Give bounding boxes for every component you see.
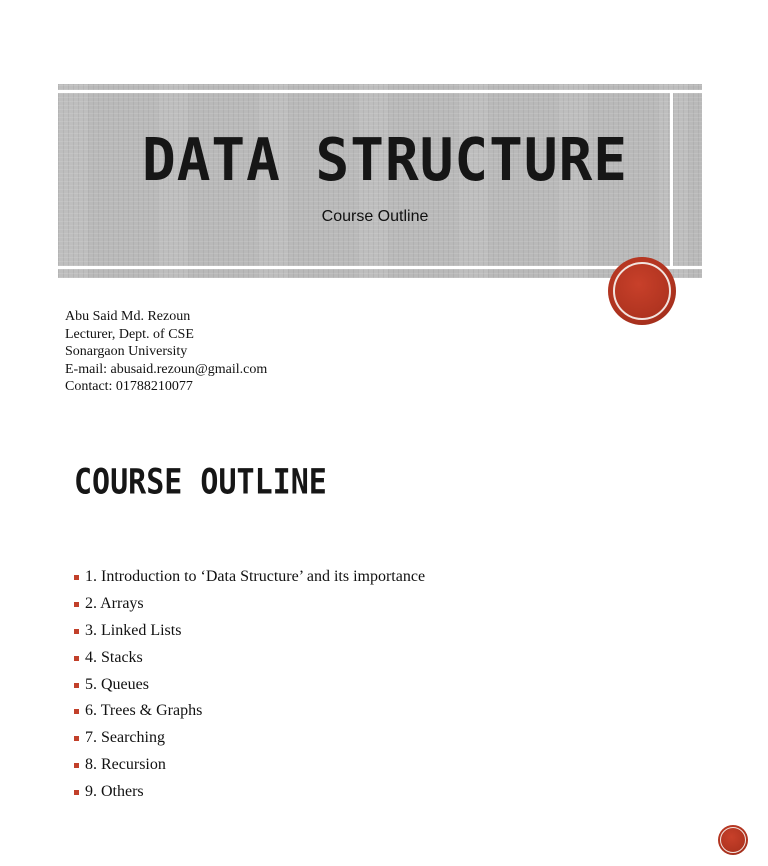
list-item: 1. Introduction to ‘Data Structure’ and its importance xyxy=(74,564,425,591)
banner-bottom-rule xyxy=(58,266,702,269)
author-position: Lecturer, Dept. of CSE xyxy=(65,326,194,342)
square-bullet-icon xyxy=(74,736,79,741)
outline-heading: COURSE OUTLINE xyxy=(74,462,327,503)
author-university: Sonargaon University xyxy=(65,344,188,359)
list-item: 2. Arrays xyxy=(74,591,425,618)
slide-title: DATA STRUCTURE xyxy=(141,126,628,195)
author-email: E-mail: abusaid.rezoun@gmail.com xyxy=(65,361,268,377)
list-item: 9. Others xyxy=(74,779,425,806)
square-bullet-icon xyxy=(74,790,79,795)
square-bullet-icon xyxy=(74,683,79,688)
square-bullet-icon xyxy=(74,656,79,661)
list-item: 5. Queues xyxy=(74,672,425,699)
outline-list xyxy=(74,564,425,806)
list-item: 6. Trees & Graphs xyxy=(74,698,425,725)
slide-subtitle: Course Outline xyxy=(321,208,429,225)
list-item: 8. Recursion xyxy=(74,752,425,779)
square-bullet-icon xyxy=(74,763,79,768)
decorative-circle-badge-small xyxy=(718,825,748,855)
list-item: 3. Linked Lists xyxy=(74,618,425,645)
author-info xyxy=(65,308,267,396)
list-item: 7. Searching xyxy=(74,725,425,752)
square-bullet-icon xyxy=(74,629,79,634)
square-bullet-icon xyxy=(74,709,79,714)
author-name: Abu Said Md. Rezoun xyxy=(65,309,191,324)
square-bullet-icon xyxy=(74,575,79,580)
decorative-circle-badge xyxy=(608,257,676,325)
author-contact: Contact: 01788210077 xyxy=(65,379,193,394)
list-item: 4. Stacks xyxy=(74,645,425,672)
banner-top-rule xyxy=(58,90,702,93)
square-bullet-icon xyxy=(74,602,79,607)
